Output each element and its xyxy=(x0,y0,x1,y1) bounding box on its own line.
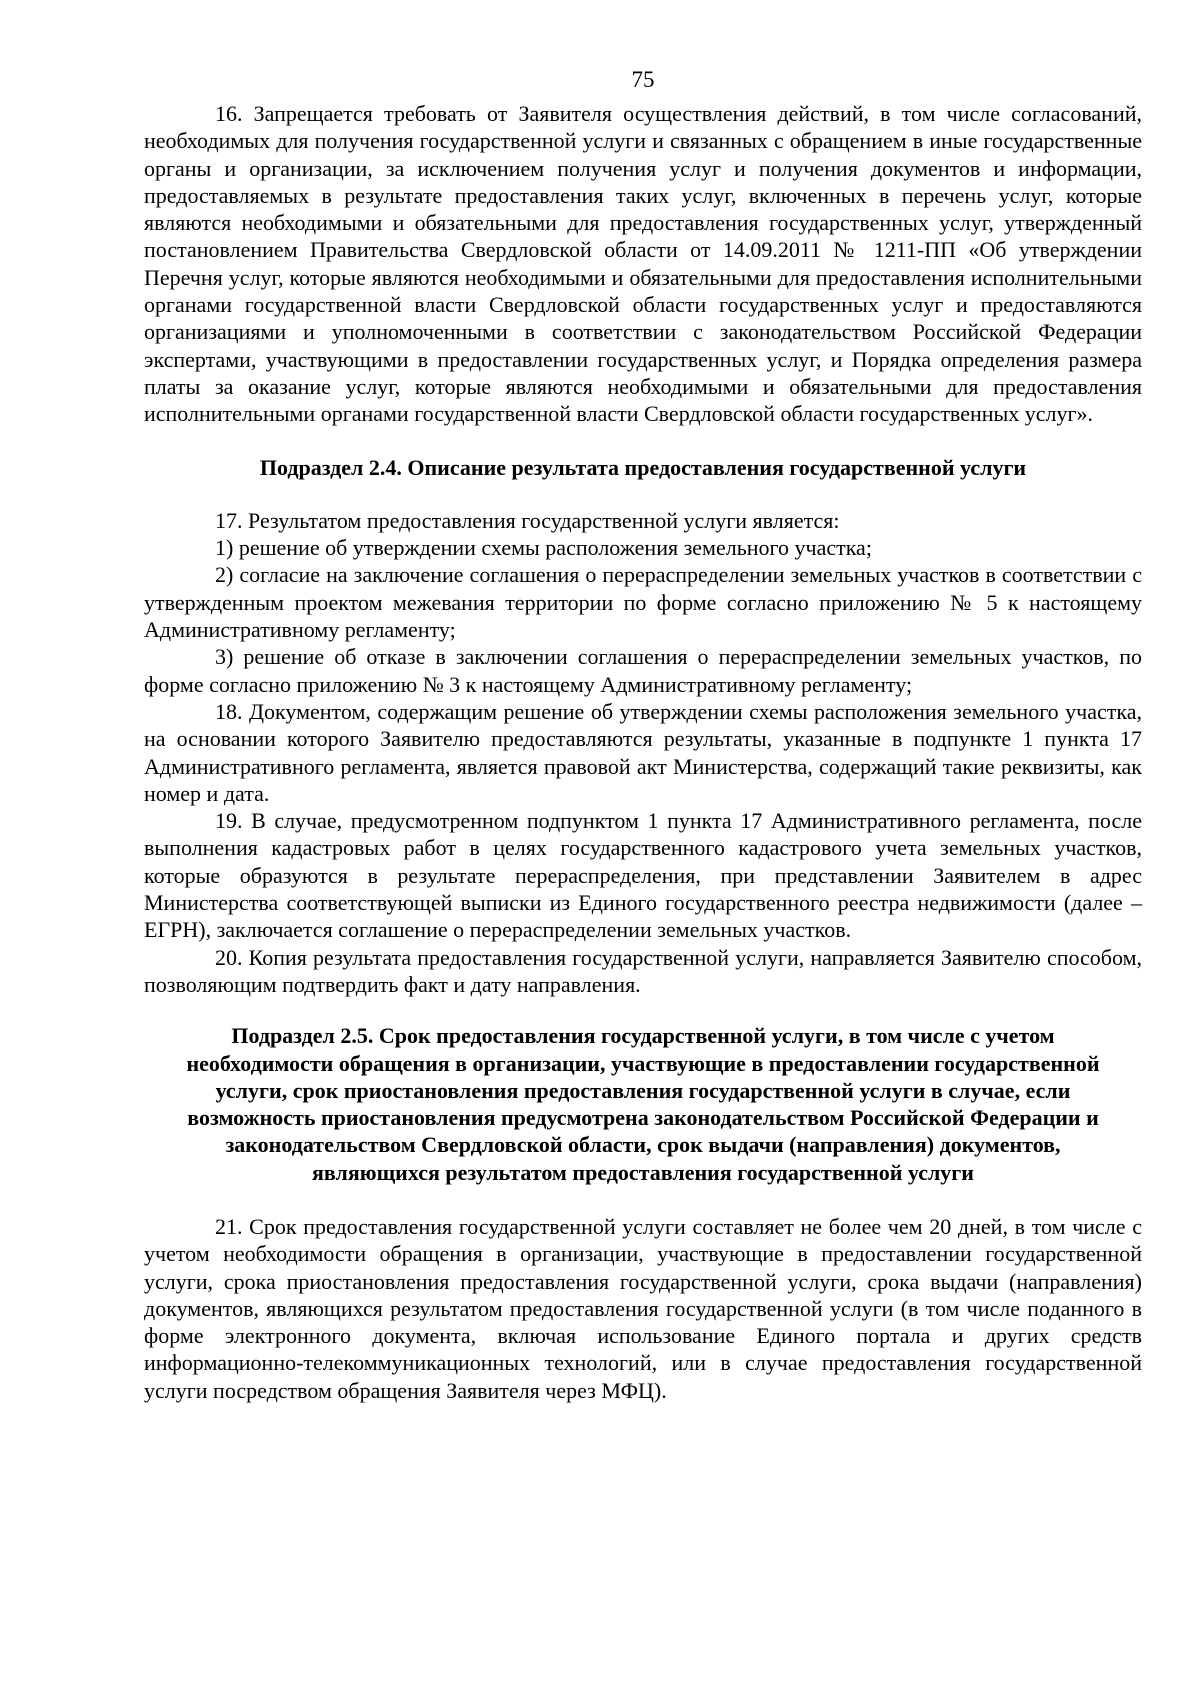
paragraph-21: 21. Срок предоставления государственной услуги составляет не более чем 20 дней, в том числе с учетом необходимости обращения в организации, участвующие в предоставлении государственной услуги, срока приостановления предоставления государственной услуги, срока выдачи (направления) документов, являющихся результатом предоставления государственной услуги (в том числе поданного в форме электронного документа, включая использование Единого портала и других средств информационно-телекоммуникационных технологий, или в случае предоставления государственной услуги посредством обращения Заявителя через МФЦ). xyxy=(144,1213,1142,1403)
paragraph-20: 20. Копия результата предоставления государственной услуги, направляется Заявителю способом, позволяющим подтвердить факт и дату направления. xyxy=(144,944,1142,997)
paragraph-17: 17. Результатом предоставления государственной услуги является: xyxy=(215,507,840,533)
paragraph-17-item-2: 2) согласие на заключение соглашения о перераспределении земельных участков в соответствии с утвержденным проектом межевания территории по форме согласно приложению № 5 к настоящему Административному регламенту; xyxy=(144,562,1142,643)
paragraph-16: 16. Запрещается требовать от Заявителя осуществления действий, в том числе согласований, необходимых для получения государственной услуги и связанных с обращением в иные государственные органы и организации, за исключением получения услуг и получения документов и информации, предоставляемых в результате предоставления таких услуг, включенных в перечень услуг, которые являются необходимыми и обязательными для предоставления государственных услуг, утвержденный постановлением Правительства Свердловской области от 14.09.2011 № 1211-ПП «Об утверждении Перечня услуг, которые являются необходимыми и обязательными для предоставления исполнительными органами государственной власти Свердловской области государственных услуг и предоставляются организациями и уполномоченными в соответствии с законодательством Российской Федерации экспертами, участвующими в предоставлении государственных услуг, и Порядка определения размера платы за оказание услуг, которые являются необходимыми и обязательными для предоставления исполнительными органами государственной власти Свердловской области государственных услуг». xyxy=(144,101,1142,427)
paragraph-18: 18. Документом, содержащим решение об утверждении схемы расположения земельного участка, на основании которого Заявителю предоставляются результаты, указанные в подпункте 1 пункта 17 Административного регламента, является правовой акт Министерства, содержащий такие реквизиты, как номер и дата. xyxy=(144,698,1142,806)
paragraph-17-item-3: 3) решение об отказе в заключении соглашения о перераспределении земельных участков, по форме согласно приложению № 3 к настоящему Административному регламенту; xyxy=(144,644,1142,697)
page-number: 75 xyxy=(631,67,655,92)
subsection-2-4-heading: Подраздел 2.4. Описание результата предоставления государственной услуги xyxy=(259,454,1027,480)
subsection-2-5-heading: Подраздел 2.5. Срок предоставления государственной услуги, в том числе с учетом необходимости обращения в организации, участвующие в предоставлении государственной услуги, срок приостановления предоставления государственной услуги в случае, если возможность приостановления предусмотрена законодательством Российской Федерации и законодательством Свердловской области, срок выдачи (направления) документов, являющихся результатом предоставления государственной услуги xyxy=(186,1023,1100,1185)
paragraph-19: 19. В случае, предусмотренном подпунктом 1 пункта 17 Административного регламента, после выполнения кадастровых работ в целях государственного кадастрового учета земельных участков, которые образуются в результате перераспределения, при представлении Заявителем в адрес Министерства соответствующей выписки из Единого государственного реестра недвижимости (далее – ЕГРН), заключается соглашение о перераспределении земельных участков. xyxy=(144,808,1142,943)
paragraph-17-item-1: 1) решение об утверждении схемы расположения земельного участка; xyxy=(215,535,872,561)
